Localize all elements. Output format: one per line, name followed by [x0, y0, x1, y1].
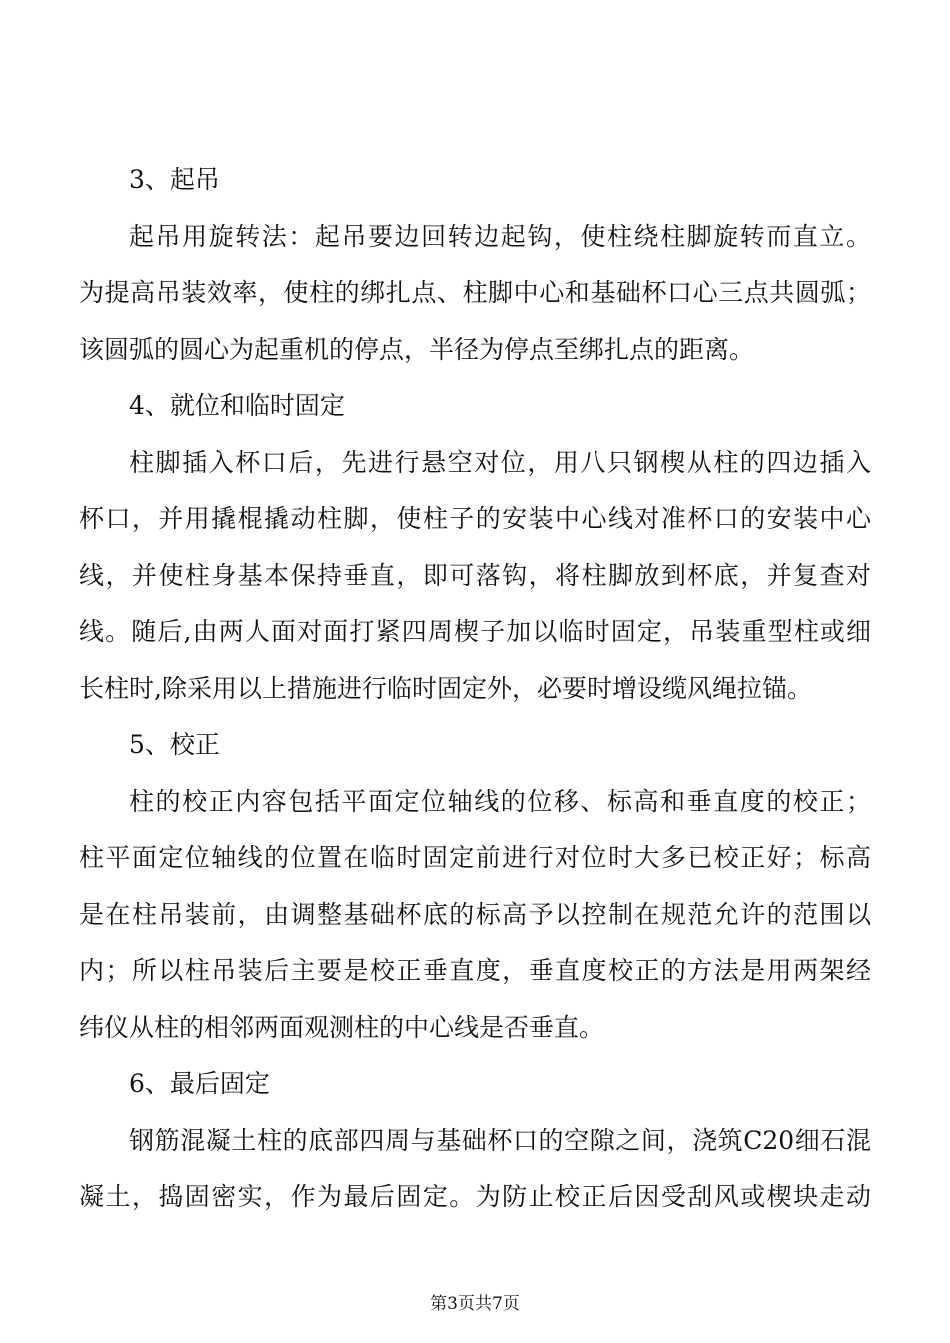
paragraph-line: 长柱时,除采用以上措施进行临时固定外，必要时增设缆风绳拉锚。	[79, 673, 812, 703]
page-footer: 第3页共7页	[430, 1294, 520, 1314]
document-body	[79, 158, 871, 1232]
section-heading: 4、就位和临时固定	[129, 391, 345, 420]
paragraph-line: 柱的校正内容包括平面定位轴线的位移、标高和垂直度的校正；	[129, 786, 871, 816]
paragraph-line: 钢筋混凝土柱的底部四周与基础杯口的空隙之间，浇筑C20细石混	[129, 1125, 871, 1155]
paragraph-line: 柱脚插入杯口后，先进行悬空对位，用八只钢楔从柱的四边插入	[129, 447, 871, 477]
paragraph-line: 线。随后,由两人面对面打紧四周楔子加以临时固定，吊装重型柱或细	[79, 617, 871, 646]
paragraph-line: 线，并使柱身基本保持垂直，即可落钩，将柱脚放到杯底，并复查对	[79, 560, 871, 590]
paragraph-line: 为提高吊装效率，使柱的绑扎点、柱脚中心和基础杯口心三点共圆弧；	[79, 278, 871, 307]
paragraph-line: 是在柱吊装前，由调整基础杯底的标高予以控制在规范允许的范围以	[79, 899, 871, 929]
paragraph-line: 内；所以柱吊装后主要是校正垂直度，垂直度校正的方法是用两架经	[79, 956, 871, 985]
paragraph-line: 凝土，捣固密实，作为最后固定。为防止校正后因受刮风或楔块走动	[79, 1182, 871, 1211]
paragraph-line: 杯口，并用撬棍撬动柱脚，使柱子的安装中心线对准杯口的安装中心	[79, 504, 871, 533]
paragraph-line: 该圆弧的圆心为起重机的停点，半径为停点至绑扎点的距离。	[79, 334, 755, 364]
paragraph-line: 柱平面定位轴线的位置在临时固定前进行对位时大多已校正好；标高	[79, 843, 871, 872]
section-heading: 6、最后固定	[129, 1069, 270, 1098]
paragraph-line: 起吊用旋转法：起吊要边回转边起钩，使柱绕柱脚旋转而直立。	[129, 221, 871, 251]
section-heading: 3、起吊	[129, 165, 220, 194]
section-heading: 5、校正	[129, 730, 220, 759]
paragraph-line: 纬仪从柱的相邻两面观测柱的中心线是否垂直。	[79, 1012, 605, 1042]
